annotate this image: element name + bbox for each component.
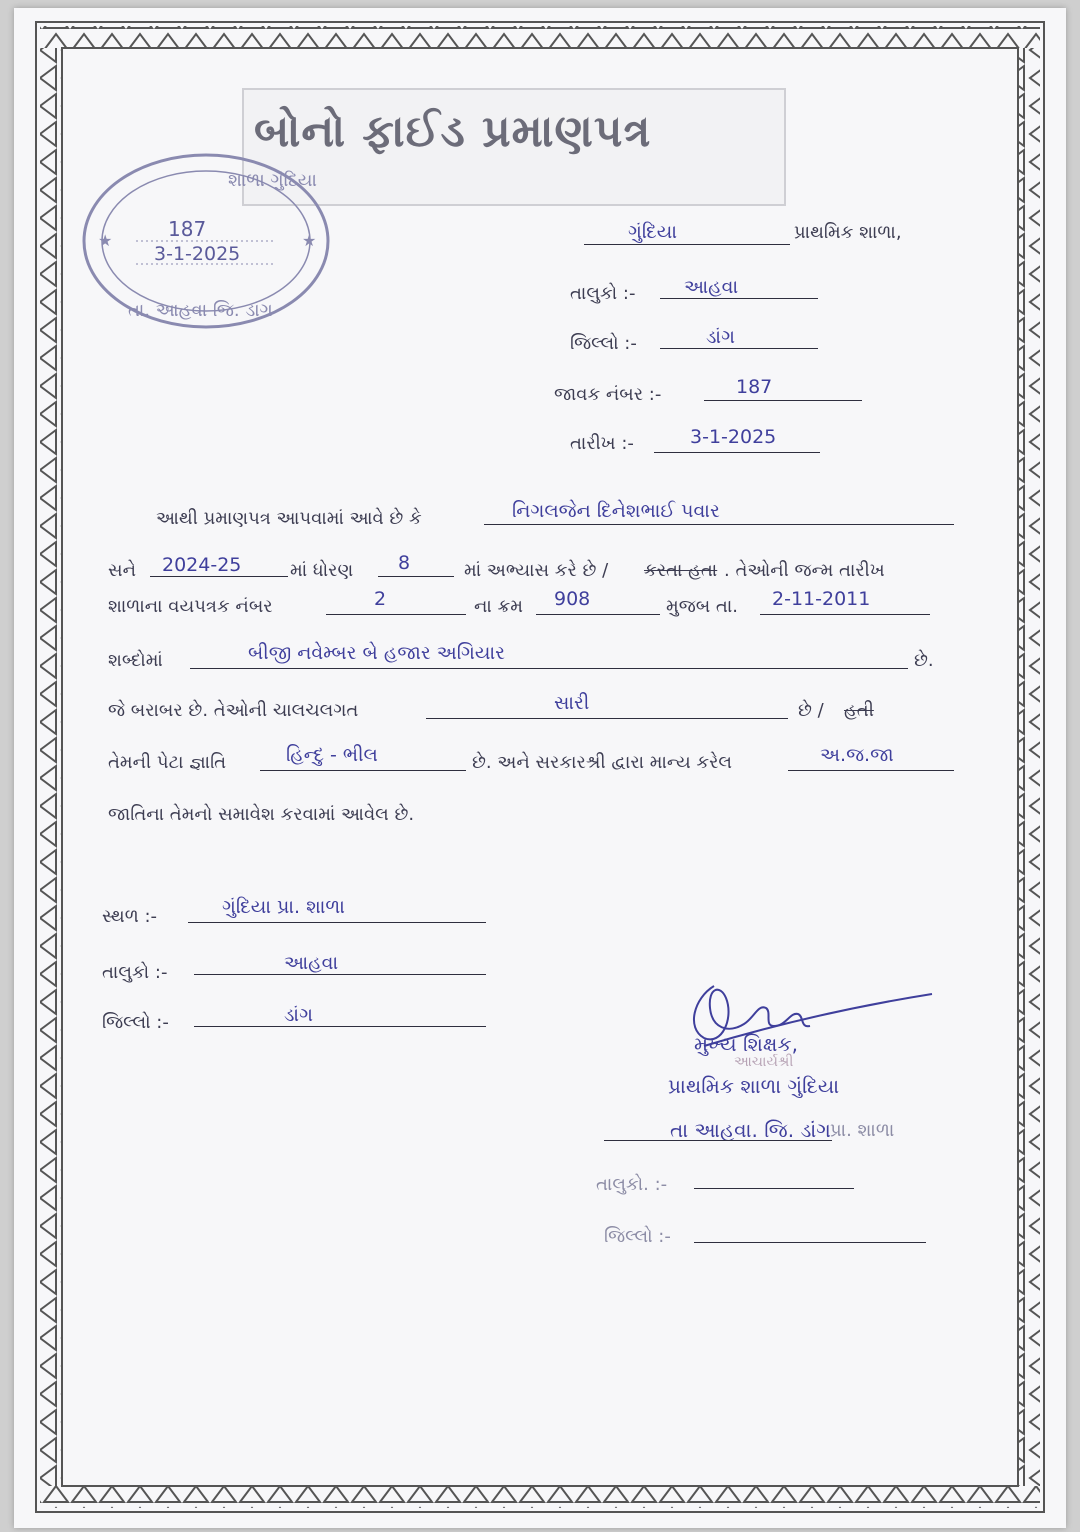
body-line6-b: છે. અને સરકારશ્રી દ્વારા માન્ય કરેલ bbox=[472, 752, 733, 773]
footer-district-value: ડાંગ bbox=[284, 1004, 313, 1026]
district-label: જિલ્લો :- bbox=[570, 333, 637, 354]
district-value: ડાંગ bbox=[706, 326, 735, 348]
body-line3-c: મુજબ તા. bbox=[666, 596, 738, 617]
student-name: નિગલજેન દિનેશભાઈ પવાર bbox=[512, 500, 720, 522]
serial-line bbox=[536, 614, 660, 615]
standard-line bbox=[378, 576, 454, 577]
year-line bbox=[150, 576, 288, 577]
stamp-number: 187 bbox=[168, 217, 207, 241]
sub-caste: હિન્દુ - ભીલ bbox=[286, 744, 378, 766]
body-line1-text: આથી પ્રમાણપત્ર આપવામાં આવે છે કે bbox=[156, 508, 422, 529]
school-line bbox=[584, 244, 790, 245]
date-value: 3-1-2025 bbox=[690, 426, 777, 448]
date-label: તારીખ :- bbox=[570, 433, 634, 454]
academic-year: 2024-25 bbox=[162, 554, 242, 576]
place-label: સ્થળ :- bbox=[102, 906, 158, 927]
outward-value: 187 bbox=[736, 376, 773, 398]
body-line2-c: માં અભ્યાસ કરે છે / bbox=[464, 560, 609, 581]
stamp-date: 3-1-2025 bbox=[154, 243, 241, 265]
taluka-label: તાલુકો :- bbox=[570, 283, 636, 304]
taluka-value: આહવા bbox=[684, 276, 739, 298]
stamp-top-text: શાળા ગુંદિયા bbox=[228, 170, 317, 191]
date-line bbox=[654, 452, 820, 453]
certificate-title: બોનો ફાઈડ પ્રમાણપત્ર bbox=[254, 106, 652, 157]
stamp-star-icon: ★ bbox=[98, 231, 113, 250]
body-line5-a: જે બરાબર છે. તેઓની ચાલચલગત bbox=[108, 700, 359, 721]
taluka-line bbox=[660, 298, 818, 299]
body-line4-b: છે. bbox=[914, 650, 934, 671]
signature-title: મુખ્ય શિક્ષક, bbox=[694, 1032, 798, 1056]
footer-district-label: જિલ્લો :- bbox=[102, 1012, 169, 1033]
footer-taluka-label: તાલુકો :- bbox=[102, 962, 168, 983]
category-line bbox=[788, 770, 954, 771]
signature-school-suffix: પ્રા. શાળા bbox=[830, 1120, 895, 1141]
body-line2-struck: કરતા હતા bbox=[644, 560, 718, 581]
footer-taluka-value: આહવા bbox=[284, 952, 339, 974]
sub-caste-line bbox=[260, 770, 466, 771]
stamp-bottom-text: તા. આહવા જિ. ડાંગ bbox=[128, 300, 273, 321]
conduct-line bbox=[426, 718, 788, 719]
birth-date-words: બીજી નવેમ્બર બે હજાર અગિયાર bbox=[248, 642, 505, 664]
place-line bbox=[188, 922, 486, 923]
conduct-value: સારી bbox=[554, 692, 590, 714]
body-line2-a: સને bbox=[108, 560, 136, 581]
birth-date-line bbox=[760, 614, 930, 615]
body-line3-a: શાળાના વયપત્રક નંબર bbox=[108, 596, 273, 617]
district-line bbox=[660, 348, 818, 349]
school-value: ગુંદિયા bbox=[628, 221, 678, 243]
school-label: પ્રાથમિક શાળા, bbox=[794, 222, 902, 243]
footer-district-line bbox=[194, 1026, 486, 1027]
signature-taluka-line bbox=[694, 1188, 854, 1189]
body-line5-b: છે / bbox=[798, 700, 824, 721]
signature-faint-word: આચાર્યશ્રી bbox=[734, 1054, 794, 1070]
serial-number: 908 bbox=[554, 588, 591, 610]
signature-place: તા આહવા. જિ. ડાંગ bbox=[670, 1118, 831, 1142]
body-line7: જાતિના તેમનો સમાવેશ કરવામાં આવેલ છે. bbox=[108, 804, 415, 825]
category-value: અ.જ.જા bbox=[820, 744, 894, 766]
body-line5-struck: હતી bbox=[844, 700, 874, 721]
register-number: 2 bbox=[374, 588, 387, 610]
signature-school: પ્રાથમિક શાળા ગુંદિયા bbox=[668, 1074, 840, 1098]
student-name-line bbox=[484, 524, 954, 525]
signature-taluka-label: તાલુકો. :- bbox=[596, 1174, 668, 1195]
outward-line bbox=[704, 400, 862, 401]
signature-district-label: જિલ્લો :- bbox=[604, 1226, 671, 1247]
register-line bbox=[326, 614, 466, 615]
school-stamp bbox=[76, 146, 336, 336]
standard: 8 bbox=[398, 552, 411, 574]
body-line6-a: તેમની પેટા જ્ઞાતિ bbox=[108, 752, 227, 773]
birth-date: 2-11-2011 bbox=[772, 588, 871, 610]
birth-date-words-line bbox=[190, 668, 908, 669]
stamp-star-icon: ★ bbox=[302, 231, 317, 250]
body-line2-d: . તેઓની જન્મ તારીખ bbox=[724, 560, 885, 581]
signature-district-line bbox=[694, 1242, 926, 1243]
body-line4-a: શબ્દોમાં bbox=[108, 650, 163, 671]
signature-place-line bbox=[604, 1140, 832, 1141]
footer-taluka-line bbox=[194, 974, 486, 975]
outward-label: જાવક નંબર :- bbox=[554, 384, 662, 405]
certificate-sheet bbox=[14, 8, 1066, 1528]
place-value: ગુંદિયા પ્રા. શાળા bbox=[222, 896, 345, 918]
body-line2-b: માં ધોરણ bbox=[290, 560, 354, 581]
body-line3-b: ના ક્રમ bbox=[474, 596, 523, 617]
